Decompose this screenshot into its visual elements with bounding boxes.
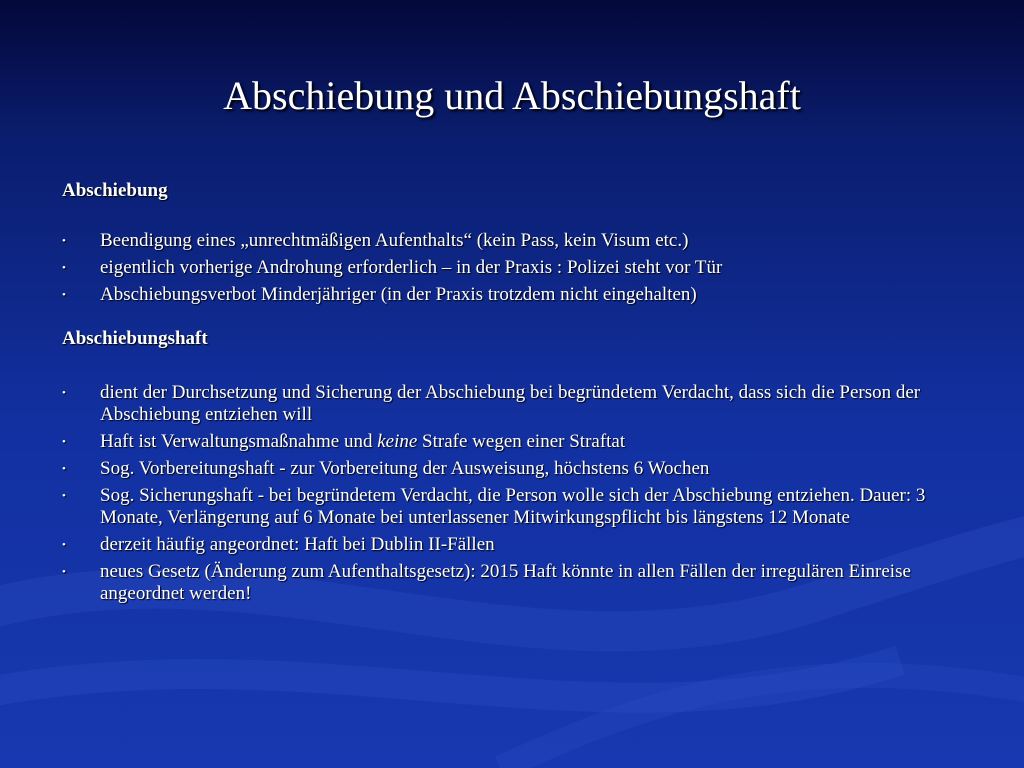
bullet-icon: • bbox=[62, 566, 66, 578]
section-heading-abschiebungshaft: Abschiebungshaft bbox=[62, 328, 208, 349]
bullet-text-before: Haft ist Verwaltungsmaßnahme und bbox=[100, 431, 378, 452]
bullet-icon: • bbox=[62, 387, 66, 399]
bullet-text: derzeit häufig angeordnet: Haft bei Dublin II-Fällen bbox=[100, 534, 495, 555]
bullet-list-abschiebung bbox=[62, 230, 982, 306]
list-item bbox=[62, 284, 982, 306]
bullet-text: eigentlich vorherige Androhung erforderlich – in der Praxis : Polizei steht vor Tür bbox=[100, 257, 723, 278]
slide-title: Abschiebung und Abschiebungshaft bbox=[223, 73, 801, 118]
list-item bbox=[62, 561, 982, 605]
bullet-icon: • bbox=[62, 490, 66, 502]
list-item bbox=[62, 485, 982, 529]
bullet-icon: • bbox=[62, 262, 66, 274]
list-item bbox=[62, 534, 982, 556]
bullet-text: Beendigung eines „unrechtmäßigen Aufenthalts“ (kein Pass, kein Visum etc.) bbox=[100, 230, 689, 251]
list-item bbox=[62, 257, 982, 279]
list-item bbox=[62, 458, 982, 480]
bullet-text: neues Gesetz (Änderung zum Aufenthaltsgesetz): 2015 Haft könnte in allen Fällen der irregulären Einreise angeordnet werden! bbox=[100, 561, 911, 604]
slide-content bbox=[62, 180, 982, 610]
bullet-text-after: Strafe wegen einer Straftat bbox=[417, 431, 626, 452]
bullet-icon: • bbox=[62, 463, 66, 475]
bullet-list-abschiebungshaft bbox=[62, 382, 982, 605]
list-item bbox=[62, 230, 982, 252]
section-heading-abschiebung: Abschiebung bbox=[62, 180, 168, 201]
bullet-icon: • bbox=[62, 539, 66, 551]
bullet-text: Sog. Sicherungshaft - bei begründetem Verdacht, die Person wolle sich der Abschiebung entziehen. Dauer: 3 Monate, Verlängerung auf 6 Monate bei unterlassener Mitwirkungspflicht bis längstens 12 Monate bbox=[100, 485, 926, 528]
bullet-text: Abschiebungsverbot Minderjähriger (in der Praxis trotzdem nicht eingehalten) bbox=[100, 284, 697, 305]
list-item bbox=[62, 431, 982, 453]
bullet-text: Sog. Vorbereitungshaft - zur Vorbereitung der Ausweisung, höchstens 6 Wochen bbox=[100, 458, 710, 479]
bullet-icon: • bbox=[62, 289, 66, 301]
bullet-icon: • bbox=[62, 436, 66, 448]
list-item bbox=[62, 382, 982, 426]
bullet-text-italic: keine bbox=[377, 431, 418, 452]
bullet-text: dient der Durchsetzung und Sicherung der Abschiebung bei begründetem Verdacht, dass sich die Person der Abschiebung entziehen will bbox=[100, 382, 921, 425]
bullet-icon: • bbox=[62, 235, 66, 247]
